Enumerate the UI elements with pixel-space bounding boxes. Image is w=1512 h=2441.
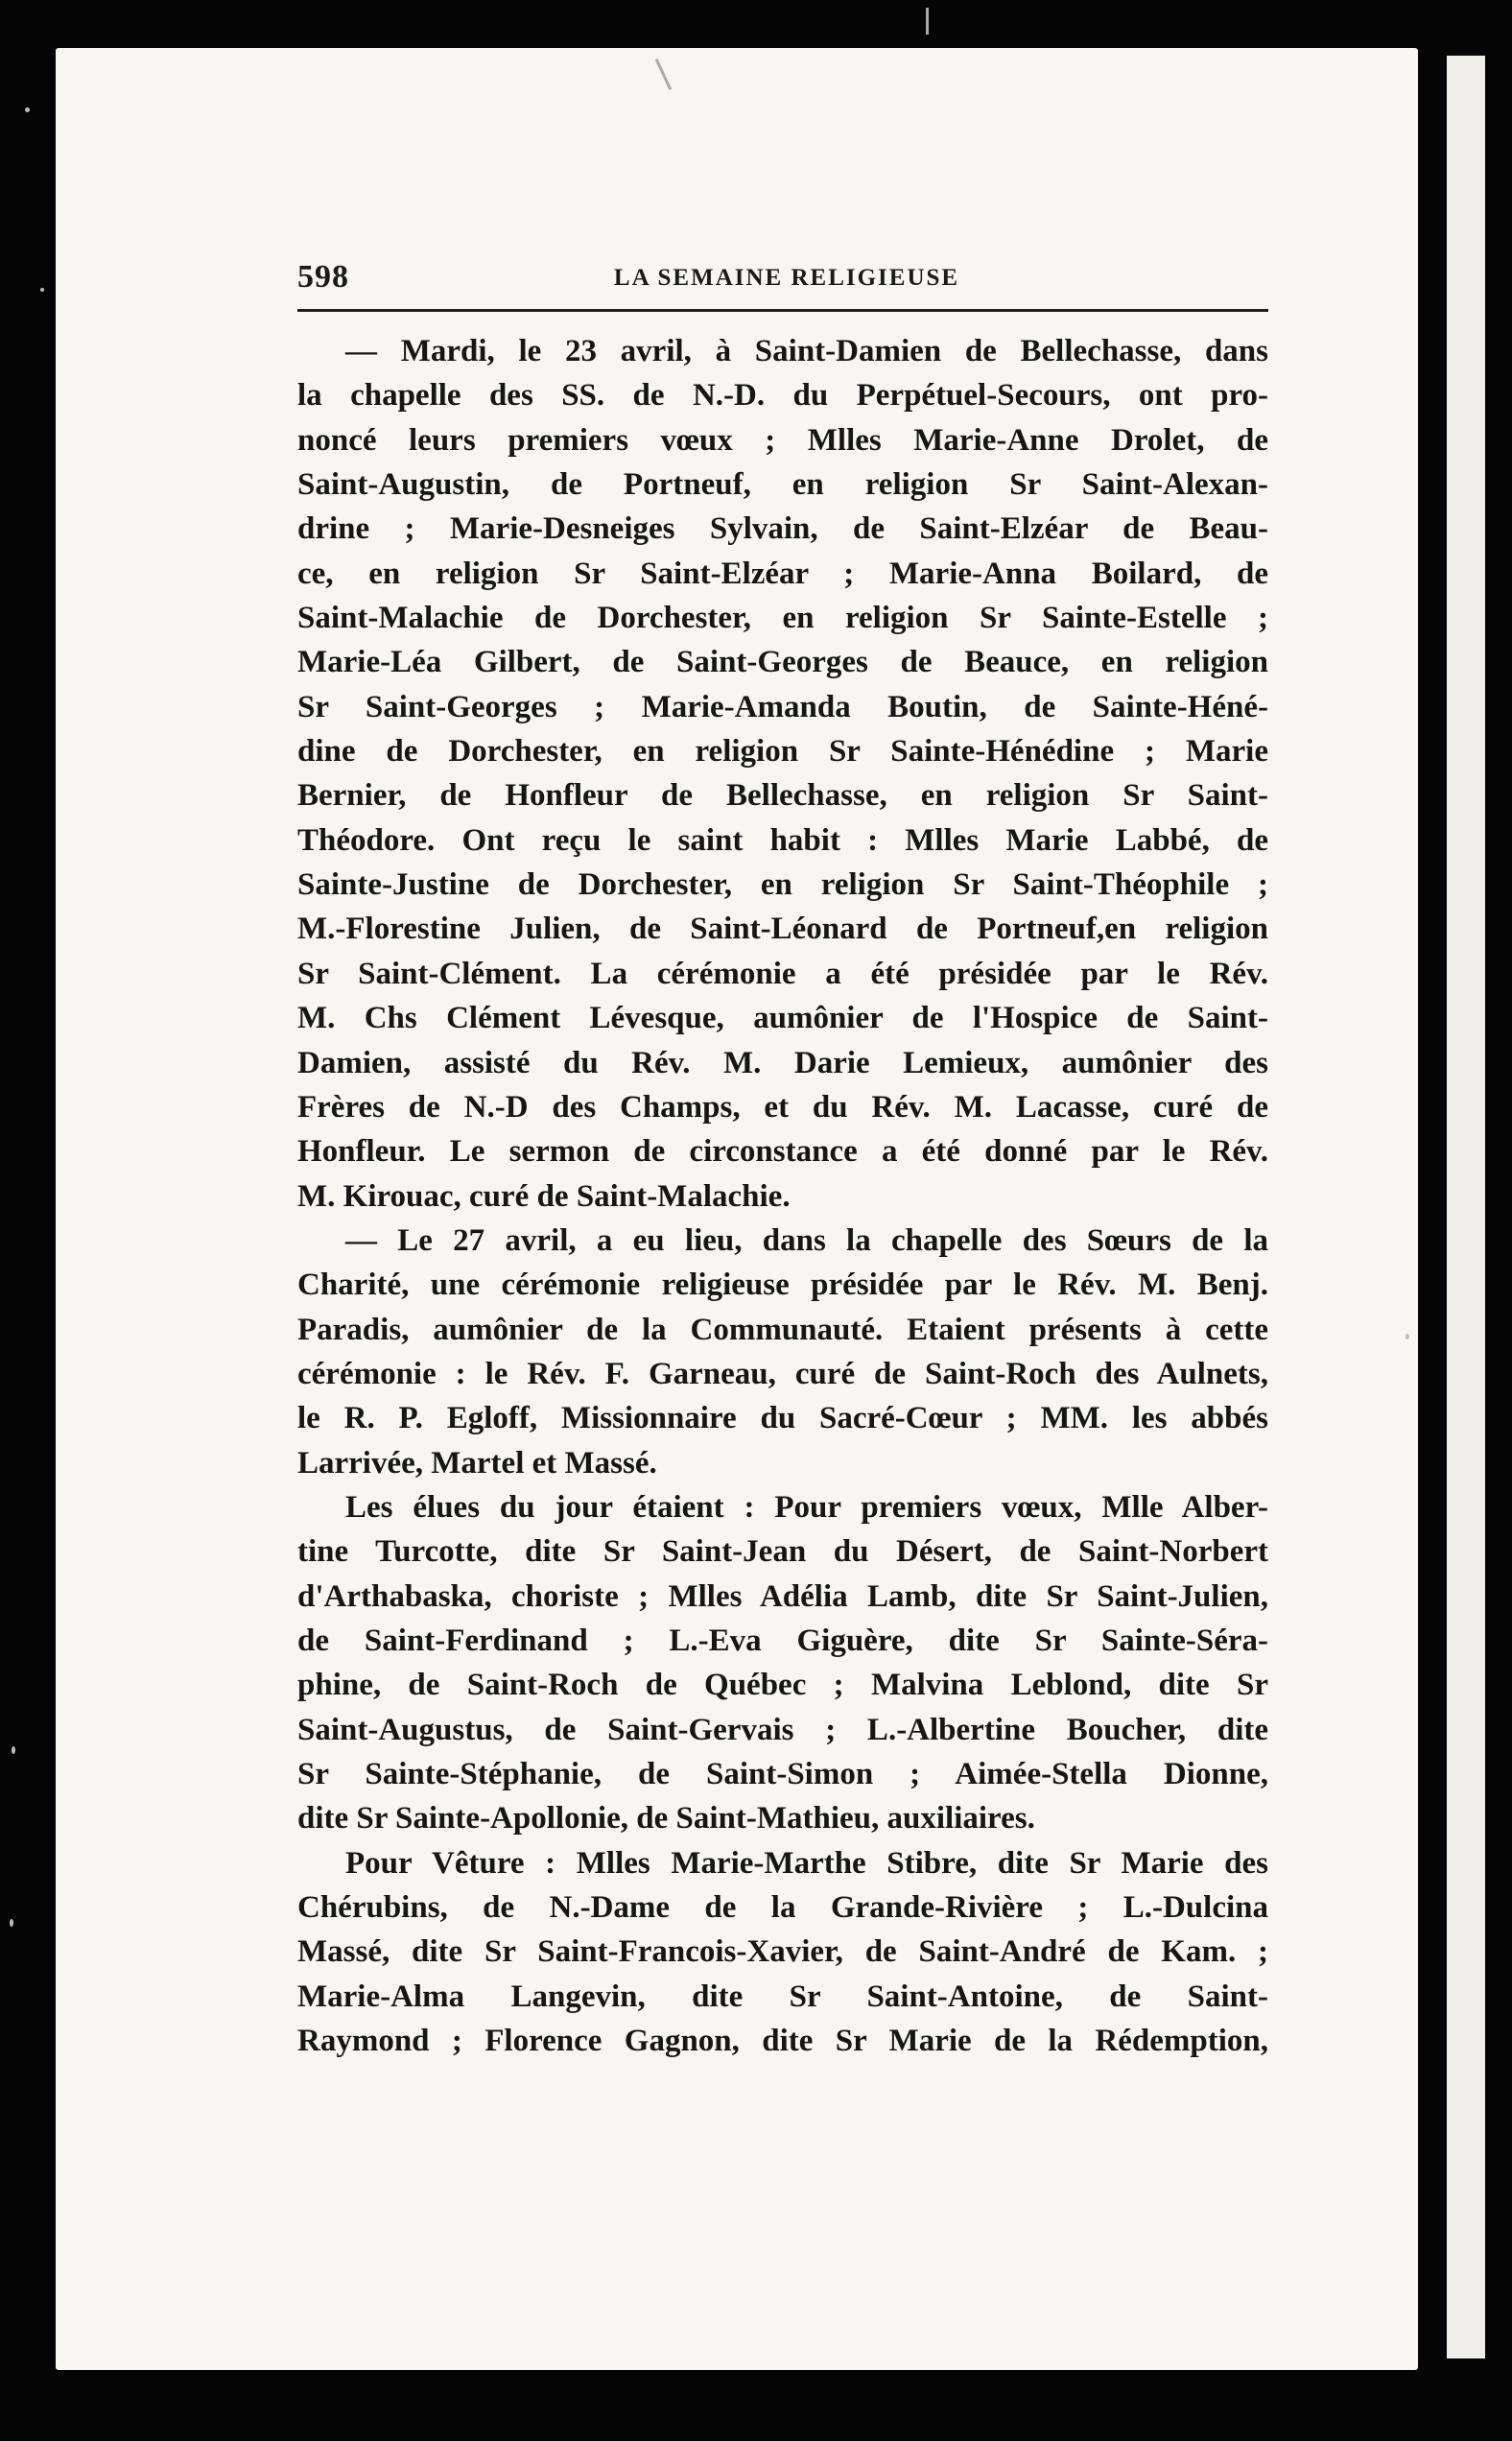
text-line: Saint-Malachie de Dorchester, en religion Sr Sainte-Estelle ; [297, 601, 1268, 636]
text-line: Raymond ; Florence Gagnon, dite Sr Marie de la Rédemption, [297, 2024, 1268, 2059]
text-line: Théodore. Ont reçu le saint habit : Mlles Marie Labbé, de [297, 822, 1268, 858]
article-body [297, 329, 1268, 2063]
header-rule [297, 309, 1268, 312]
text-line: Sainte-Justine de Dorchester, en religion Sr Saint-Théophile ; [297, 867, 1268, 903]
text-line: Sr Sainte-Stéphanie, de Saint-Simon ; Aimée-Stella Dionne, [297, 1757, 1268, 1791]
text-line: cérémonie : le Rév. F. Garneau, curé de Saint-Roch des Aulnets, [297, 1356, 1268, 1391]
scan-speck [1406, 1334, 1409, 1339]
text-line: M. Chs Clément Lévesque, aumônier de l'Hospice de Saint- [297, 1001, 1268, 1036]
page-number: 598 [297, 259, 349, 295]
text-line: tine Turcotte, dite Sr Saint-Jean du Désert, de Saint-Norbert [297, 1534, 1268, 1570]
text-line: Larrivée, Martel et Massé. [297, 1445, 657, 1481]
text-line: M. Kirouac, curé de Saint-Malachie. [297, 1178, 791, 1214]
text-line: dine de Dorchester, en religion Sr Sainte-Hénédine ; Marie [297, 734, 1268, 770]
text-line: drine ; Marie-Desneiges Sylvain, de Saint-Elzéar de Beau- [297, 511, 1268, 547]
text-line: Honfleur. Le sermon de circonstance a été donné par le Rév. [297, 1134, 1268, 1170]
text-line: d'Arthabaska, choriste ; Mlles Adélia Lamb, dite Sr Saint-Julien, [297, 1578, 1268, 1614]
text-line: Chérubins, de N.-Dame de la Grande-Rivière ; L.-Dulcina [297, 1890, 1268, 1926]
running-title: LA SEMAINE RELIGIEUSE [613, 265, 960, 291]
text-line: le R. P. Egloff, Missionnaire du Sacré-Cœur ; MM. les abbés [297, 1401, 1268, 1436]
text-line: Les élues du jour étaient : Pour premiers vœux, Mlle Alber- [345, 1489, 1268, 1525]
text-line: Damien, assisté du Rév. M. Darie Lemieux, aumônier des [297, 1045, 1268, 1080]
scan-speck [12, 1746, 15, 1754]
scan-speck [40, 288, 44, 292]
text-line: — Mardi, le 23 avril, à Saint-Damien de Bellechasse, dans [345, 334, 1268, 368]
text-line: de Saint-Ferdinand ; L.-Eva Giguère, dite Sr Sainte-Séra- [297, 1623, 1268, 1658]
text-line: Bernier, de Honfleur de Bellechasse, en religion Sr Saint- [297, 778, 1268, 814]
adjacent-page-edge [1447, 56, 1485, 2358]
text-line: la chapelle des SS. de N.-D. du Perpétuel-Secours, ont pro- [297, 378, 1268, 414]
text-line: Pour Vêture : Mlles Marie-Marthe Stibre, dite Sr Marie des [345, 1845, 1268, 1881]
text-line: phine, de Saint-Roch de Québec ; Malvina Leblond, dite Sr [297, 1668, 1268, 1703]
scan-mark [926, 8, 929, 35]
page-header [297, 259, 1276, 297]
scan-speck [10, 1919, 13, 1927]
text-line: ce, en religion Sr Saint-Elzéar ; Marie-Anna Boilard, de [297, 556, 1268, 591]
text-line: Marie-Alma Langevin, dite Sr Saint-Antoine, de Saint- [297, 1979, 1268, 2014]
text-line: M.-Florestine Julien, de Saint-Léonard de Portneuf,en religion [297, 912, 1268, 947]
text-line: noncé leurs premiers vœux ; Mlles Marie-Anne Drolet, de [297, 422, 1268, 458]
text-line: Frères de N.-D des Champs, et du Rév. M. Lacasse, curé de [297, 1089, 1268, 1125]
text-line: Sr Saint-Clément. La cérémonie a été présidée par le Rév. [297, 956, 1268, 991]
text-line: Charité, une cérémonie religieuse présidée par le Rév. M. Benj. [297, 1268, 1268, 1303]
text-line: — Le 27 avril, a eu lieu, dans la chapelle des Sœurs de la [345, 1222, 1268, 1258]
text-line: Marie-Léa Gilbert, de Saint-Georges de Beauce, en religion [297, 645, 1268, 680]
text-line: Saint-Augustin, de Portneuf, en religion Sr Saint-Alexan- [297, 467, 1268, 503]
text-line: dite Sr Sainte-Apollonie, de Saint-Mathieu, auxiliaires. [297, 1801, 1035, 1837]
text-line: Massé, dite Sr Saint-Francois-Xavier, de Saint-André de Kam. ; [297, 1934, 1268, 1970]
text-line: Sr Saint-Georges ; Marie-Amanda Boutin, de Sainte-Héné- [297, 689, 1268, 724]
text-line: Saint-Augustus, de Saint-Gervais ; L.-Albertine Boucher, dite [297, 1712, 1268, 1747]
text-line: Paradis, aumônier de la Communauté. Etaient présents à cette [297, 1312, 1268, 1347]
scan-speck [25, 107, 30, 112]
